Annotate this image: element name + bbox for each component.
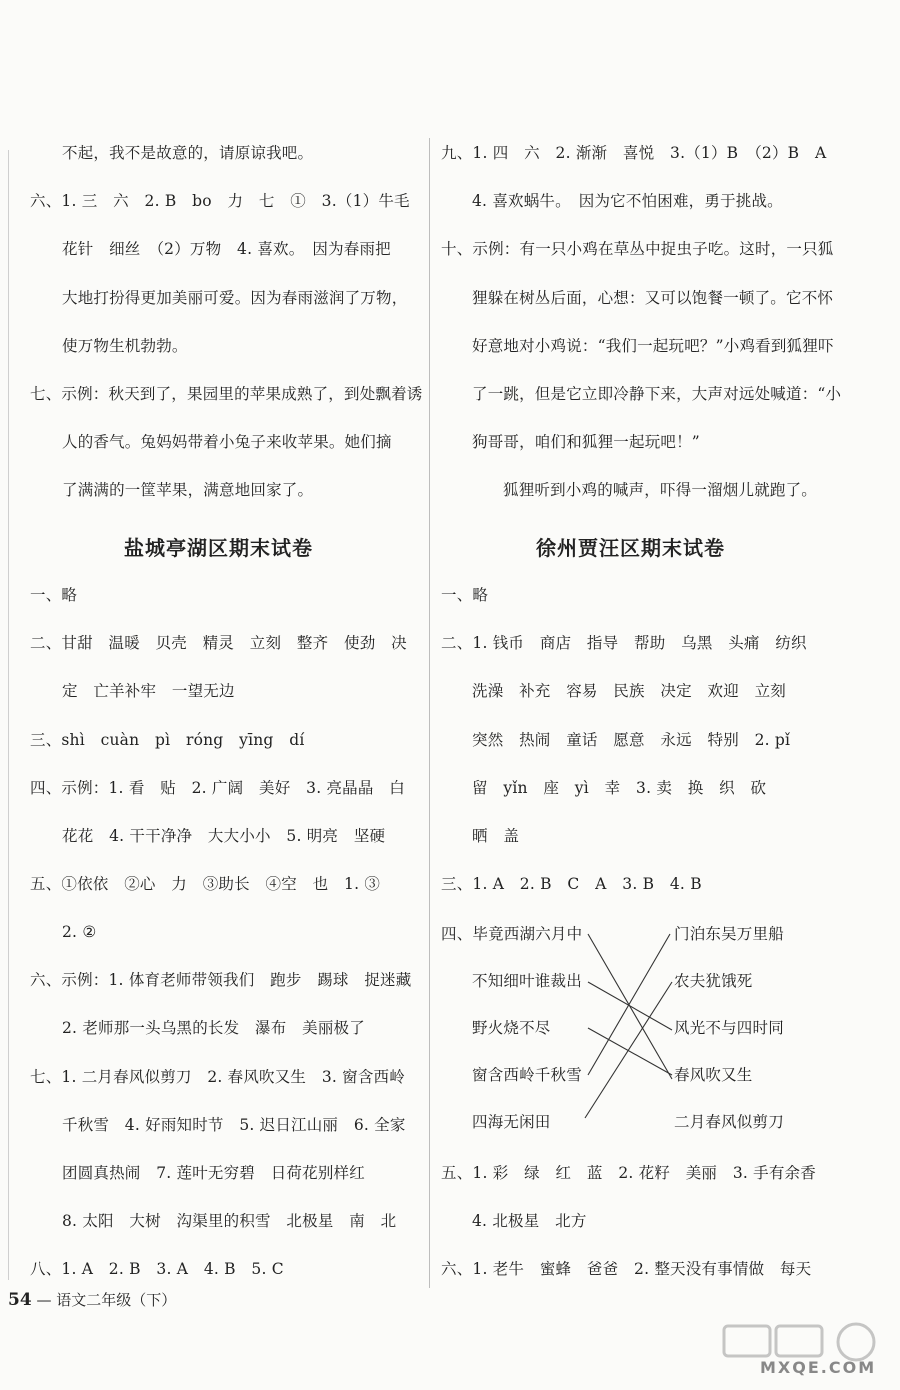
footer-subject: 语文二年级（下） bbox=[56, 1291, 177, 1309]
watermark-logo bbox=[716, 1322, 896, 1390]
match-left-item: 野火烧不尽 bbox=[472, 1019, 551, 1037]
answer-line: 团圆真热闹 7. 莲叶无穷碧 日荷花别样红 bbox=[62, 1164, 365, 1182]
answer-line: 八、1. A 2. B 3. A 4. B 5. C bbox=[30, 1260, 284, 1278]
answer-line: 二、1. 钱币 商店 指导 帮助 乌黑 头痛 纺织 bbox=[441, 634, 807, 652]
answer-line: 了满满的一筐苹果，满意地回家了。 bbox=[62, 481, 314, 499]
section-title: 盐城亭湖区期末试卷 bbox=[124, 536, 313, 560]
answer-line: 2. ② bbox=[62, 923, 97, 941]
match-left-item: 四海无闲田 bbox=[472, 1113, 551, 1131]
answer-line: 花针 细丝 （2）万物 4. 喜欢。 因为春雨把 bbox=[62, 240, 391, 258]
answer-line: 人的香气。兔妈妈带着小兔子来收苹果。她们摘 bbox=[62, 433, 392, 451]
answer-line: 十、示例：有一只小鸡在草丛中捉虫子吃。这时，一只狐 bbox=[441, 240, 834, 258]
answer-line: 三、shì cuàn pì róng yīng dí bbox=[30, 731, 305, 749]
answer-line: 狐狸听到小鸡的喊声，吓得一溜烟儿就跑了。 bbox=[503, 481, 818, 499]
answer-line: 千秋雪 4. 好雨知时节 5. 迟日江山丽 6. 全家 bbox=[62, 1116, 406, 1134]
answer-line: 七、1. 二月春风似剪刀 2. 春风吹又生 3. 窗含西岭 bbox=[30, 1068, 405, 1086]
answer-line: 五、①依依 ②心 力 ③助长 ④空 也 1. ③ bbox=[30, 875, 381, 893]
page-edge-rule bbox=[8, 150, 9, 1280]
answer-line: 晒 盖 bbox=[472, 827, 520, 845]
answer-line: 四、示例：1. 看 贴 2. 广阔 美好 3. 亮晶晶 白 bbox=[30, 779, 405, 797]
answer-line: 4. 北极星 北方 bbox=[472, 1212, 587, 1230]
footer-dash: — bbox=[36, 1291, 52, 1309]
answer-line: 六、1. 老牛 蜜蜂 爸爸 2. 整天没有事情做 每天 bbox=[441, 1260, 812, 1278]
answer-line: 七、示例：秋天到了，果园里的苹果成熟了，到处飘着诱 bbox=[30, 385, 423, 403]
answer-line: 不起，我不是故意的，请原谅我吧。 bbox=[62, 144, 314, 162]
answer-line: 8. 太阳 大树 沟渠里的积雪 北极星 南 北 bbox=[62, 1212, 397, 1230]
answer-line: 花花 4. 干干净净 大大小小 5. 明亮 坚硬 bbox=[62, 827, 386, 845]
answer-line: 九、1. 四 六 2. 渐渐 喜悦 3.（1）B （2）B A bbox=[441, 144, 827, 162]
watermark-text: MXQE.COM bbox=[760, 1358, 877, 1377]
column-divider bbox=[429, 138, 430, 1288]
answer-line: 了一跳，但是它立即冷静下来，大声对远处喊道：“小 bbox=[472, 385, 842, 403]
answer-line: 三、1. A 2. B C A 3. B 4. B bbox=[441, 875, 702, 893]
answer-line: 突然 热闹 童话 愿意 永远 特别 2. pǐ bbox=[472, 731, 791, 749]
section-title: 徐州贾汪区期末试卷 bbox=[536, 536, 725, 560]
answer-line: 留 yǐn 座 yì 幸 3. 卖 换 织 砍 bbox=[472, 779, 767, 797]
match-right-item: 门泊东吴万里船 bbox=[674, 925, 784, 943]
page-number: 54 bbox=[8, 1290, 32, 1310]
answer-line: 好意地对小鸡说：“我们一起玩吧？”小鸡看到狐狸吓 bbox=[472, 337, 834, 355]
answer-line: 使万物生机勃勃。 bbox=[62, 337, 188, 355]
answer-line: 一、略 bbox=[30, 586, 78, 604]
match-right-item: 农夫犹饿死 bbox=[674, 972, 753, 990]
match-left-item: 窗含西岭千秋雪 bbox=[472, 1066, 582, 1084]
answer-line: 狸躲在树丛后面，心想：又可以饱餐一顿了。它不怀 bbox=[472, 289, 834, 307]
answer-line: 狗哥哥，咱们和狐狸一起玩吧！” bbox=[472, 433, 700, 451]
answer-line: 六、1. 三 六 2. B bo 力 七 ① 3.（1）牛毛 bbox=[30, 192, 410, 210]
answer-line: 六、示例：1. 体育老师带领我们 跑步 踢球 捉迷藏 bbox=[30, 971, 412, 989]
answer-line: 一、略 bbox=[441, 586, 489, 604]
page-footer bbox=[8, 1289, 176, 1310]
match-left-item: 四、毕竟西湖六月中 bbox=[441, 925, 583, 943]
answer-line: 2. 老师那一头乌黑的长发 瀑布 美丽极了 bbox=[62, 1019, 365, 1037]
answer-line: 洗澡 补充 容易 民族 决定 欢迎 立刻 bbox=[472, 682, 787, 700]
match-left-item: 不知细叶谁裁出 bbox=[472, 972, 582, 990]
match-line bbox=[588, 1028, 672, 1075]
match-right-item: 二月春风似剪刀 bbox=[674, 1113, 784, 1131]
answer-line: 大地打扮得更加美丽可爱。因为春雨滋润了万物， bbox=[62, 289, 408, 307]
match-right-item: 风光不与四时同 bbox=[674, 1019, 784, 1037]
match-line bbox=[588, 982, 672, 1030]
answer-line: 五、1. 彩 绿 红 蓝 2. 花籽 美丽 3. 手有余香 bbox=[441, 1164, 816, 1182]
answer-line: 定 亡羊补牢 一望无边 bbox=[62, 682, 235, 700]
match-right-item: 春风吹又生 bbox=[674, 1066, 753, 1084]
match-line bbox=[585, 982, 672, 1118]
matching-lines bbox=[575, 920, 675, 1130]
answer-line: 4. 喜欢蜗牛。 因为它不怕困难，勇于挑战。 bbox=[472, 192, 783, 210]
answer-line: 二、甘甜 温暖 贝壳 精灵 立刻 整齐 使劲 决 bbox=[30, 634, 407, 652]
